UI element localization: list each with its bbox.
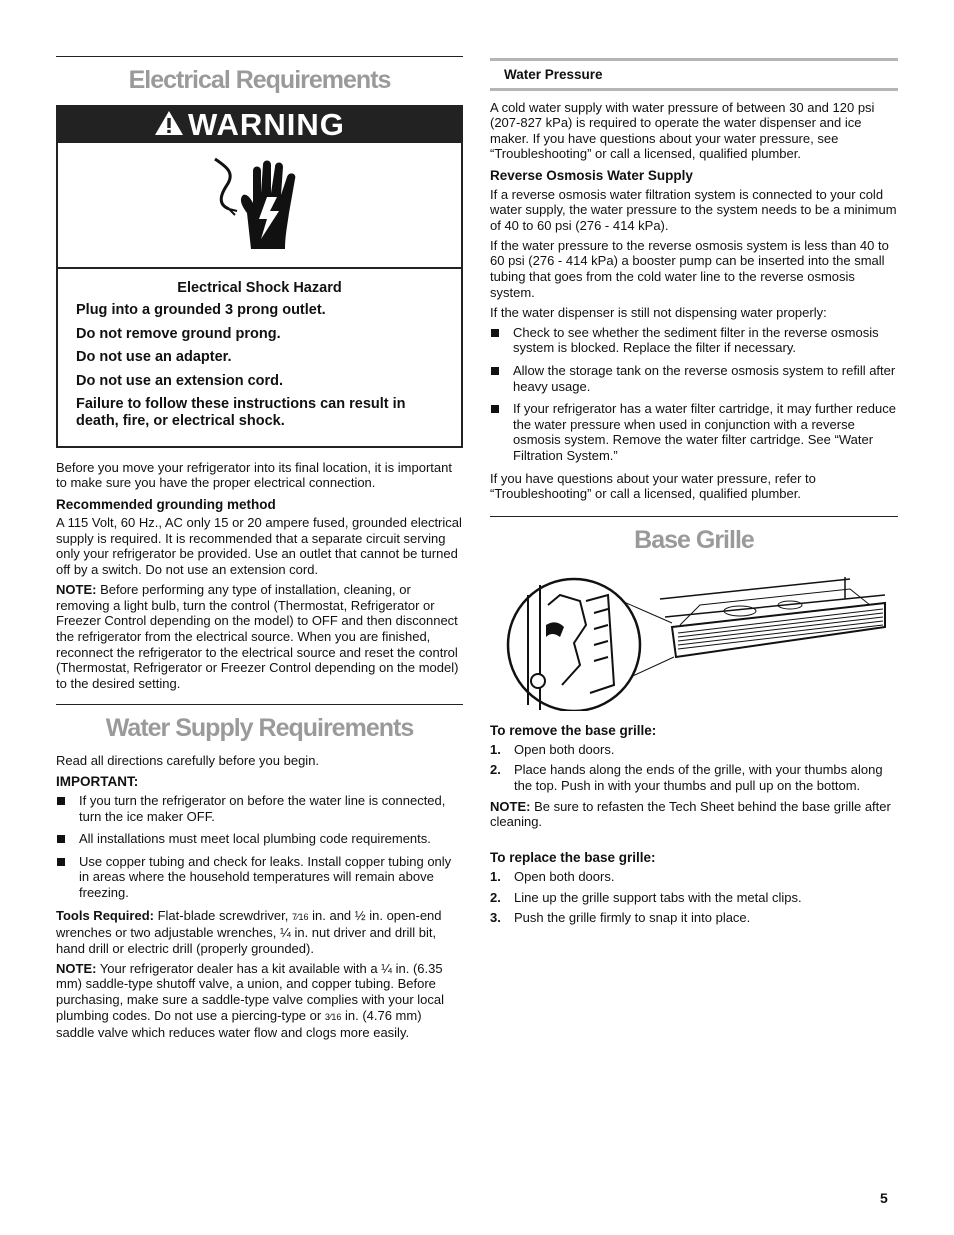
ro-list [490,325,898,464]
replace-steps [490,869,898,926]
warning-text [58,269,461,446]
note-label: NOTE: [56,960,97,976]
note-text-a: Your refrigerator dealer has a kit available with a ¼ in. (6.35 mm) saddle-type shutoff valve, a union, and copper tubing. Before purchasing, make sure a saddle-type valve complies with your local plumbing codes. Do not use a piercing-type or [56,960,445,1023]
list-item: If you turn the refrigerator on before the water line is connected, turn the ice maker OFF. [56,793,463,824]
electrical-requirements-title: Electrical Requirements [128,66,391,94]
warning-label: WARNING [188,107,345,143]
step-text: Open both doors. [514,868,615,884]
list-item: If your refrigerator has a water filter cartridge, it may further reduce the water pressure when used in conjunction with a reverse osmosis system. Remove the water filter cartridge. See “Water Filtration System.” [490,401,898,463]
page-number: 5 [880,1190,888,1206]
water-pressure-text: A cold water supply with water pressure of between 30 and 120 psi (207-827 kPa) is required to operate the water dispenser and ice maker. If you have questions about your water pressure, see “Troubleshooting” or call a licensed, qualified plumber. [490,99,875,162]
ro-paragraph: If a reverse osmosis water filtration system is connected to your cold water supply, the water pressure to the system needs to be a minimum of 40 to 60 psi (276 - 414 kPa). [490,186,897,233]
warning-line: Do not use an extension cord. [76,372,284,389]
section-rule [56,704,463,705]
list-item [490,762,898,793]
step-number: 2. [490,889,501,905]
important-list [56,793,463,901]
step-text: Place hands along the ends of the grille, with your thumbs along the top. Push in with your thumbs and pull up on the bottom. [514,762,883,794]
electrical-note [56,582,463,691]
base-grille-note [490,799,898,830]
water-pressure-heading: Water Pressure [490,58,898,91]
warning-header [58,107,461,143]
tools-required [56,908,463,957]
note-label: NOTE: [56,582,97,598]
base-grille-title: Base Grille [634,526,754,555]
warning-line: Do not remove ground prong. [76,325,281,342]
tools-text-b: in. and ½ in. open-end wrenches or two adjustable wrenches, ¼ in. nut driver and drill bit, hand drill or electric drill (properly grounded). [56,907,442,956]
replace-grille-heading: To replace the base grille: [490,850,656,866]
step-text: Push the grille firmly to snap it into place. [514,910,751,926]
list-item [490,890,898,906]
fraction-3-16: 3⁄16 [324,1011,342,1022]
list-item: Use copper tubing and check for leaks. Install copper tubing only in areas where the household temperatures will remain above freezing. [56,854,463,901]
remove-steps [490,742,898,794]
step-number: 3. [490,910,501,926]
water-supply-note [56,961,463,1041]
tools-label: Tools Required: [56,907,154,923]
step-text: Line up the grille support tabs with the metal clips. [514,889,802,905]
note-label: NOTE: [490,798,531,814]
step-number: 1. [490,868,501,884]
water-pressure-closing: If you have questions about your water pressure, refer to “Troubleshooting” or call a licensed, qualified plumber. [490,470,816,502]
remove-grille-heading: To remove the base grille: [490,723,657,739]
electric-shock-hand-icon [205,153,315,257]
step-number: 2. [490,762,501,778]
list-item: All installations must meet local plumbing code requirements. [56,831,463,847]
tools-text-a: Flat-blade screwdriver, [153,907,292,923]
reverse-osmosis-heading: Reverse Osmosis Water Supply [490,167,693,183]
section-rule [490,516,898,517]
warning-pictogram [58,143,461,269]
base-grille-drawing-icon [490,565,890,711]
warning-header-inner [154,107,345,143]
warning-line: Failure to follow these instructions can result in death, fire, or electrical shock. [76,396,406,429]
fraction-7-16: 7⁄16 [291,911,309,922]
left-column [56,56,463,1045]
ro-paragraph: If the water dispenser is still not dispensing water properly: [490,304,827,320]
electrical-intro: Before you move your refrigerator into its final location, it is important to make sure you have the proper electrical connection. [56,459,452,491]
list-item [490,910,898,926]
right-column [490,58,898,931]
list-item: Check to see whether the sediment filter in the reverse osmosis system is blocked. Replace the filter if necessary. [490,325,898,356]
note-text: Be sure to refasten the Tech Sheet behind the base grille after cleaning. [490,798,891,830]
warning-line: Do not use an adapter. [76,349,232,365]
warning-triangle-icon [154,110,184,140]
ro-paragraph: If the water pressure to the reverse osmosis system is less than 40 to 60 psi (276 - 414 kPa) a booster pump can be inserted into the small tubing that goes from the cold water line to the reverse osmosis system. [490,237,889,300]
grounding-heading: Recommended grounding method [56,496,276,512]
hazard-title: Electrical Shock Hazard [177,280,342,296]
warning-line: Plug into a grounded 3 prong outlet. [76,302,326,318]
list-item: Allow the storage tank on the reverse osmosis system to refill after heavy usage. [490,363,898,394]
step-number: 1. [490,741,501,757]
water-supply-intro: Read all directions carefully before you begin. [56,752,320,768]
list-item [490,869,898,885]
water-supply-title: Water Supply Requirements [105,713,414,742]
note-text: Before performing any type of installation, cleaning, or removing a light bulb, turn the control (Thermostat, Refrigerator or Freezer Control depending on the model) to OFF and then disconnect the refrigerator from the electrical source. When you are finished, reconnect the refrigerator to the electrical source and reset the control (Thermostat, Refrigerator or Freezer Control depending on the model) to the desired setting. [56,582,459,691]
step-text: Open both doors. [514,741,615,757]
list-item [490,742,898,758]
grounding-text: A 115 Volt, 60 Hz., AC only 15 or 20 ampere fused, grounded electrical supply is required. It is recommended that a separate circuit serving only your refrigerator be provided. Use an outlet that cannot be turned off by a switch. Do not use an extension cord. [56,515,462,578]
warning-box [56,105,463,448]
base-grille-illustration [490,565,898,711]
important-label: IMPORTANT: [56,774,139,790]
section-rule [56,56,463,57]
note-text-b: in. (4.76 mm) saddle valve which reduces water flow and clogs more easily. [56,1007,422,1041]
